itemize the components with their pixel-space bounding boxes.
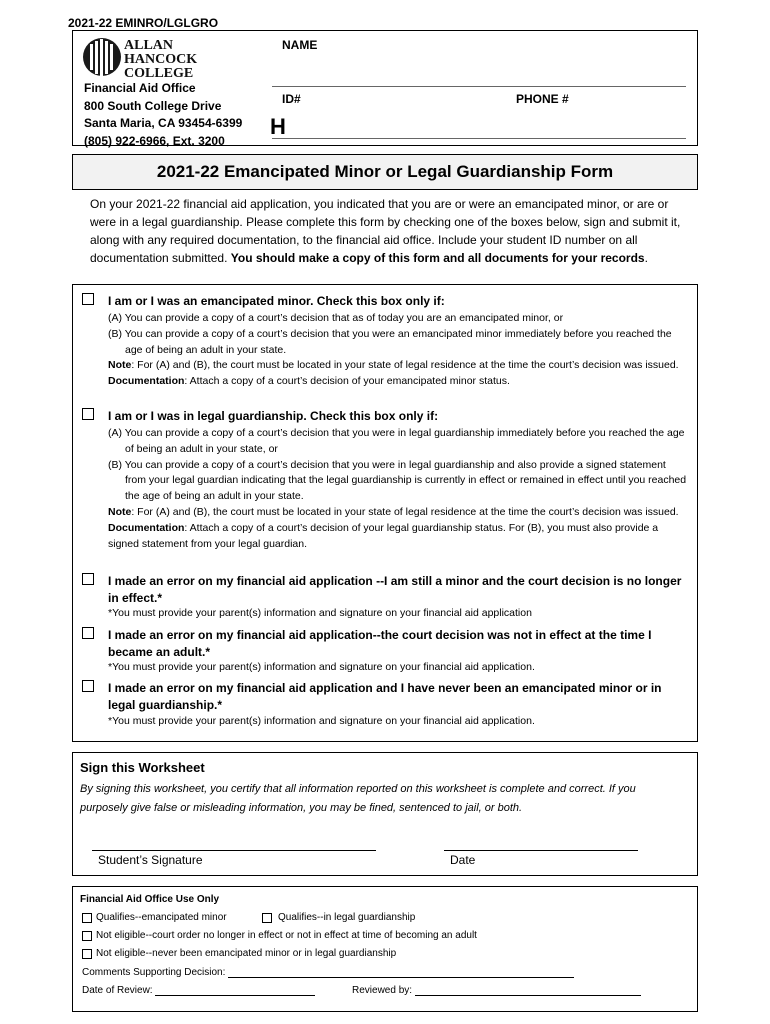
- comments-label: Comments Supporting Decision:: [82, 967, 226, 978]
- not-eligible-never-checkbox[interactable]: [82, 949, 92, 959]
- logo-line-1: ALLAN: [124, 38, 174, 53]
- id-prefix: H: [270, 114, 286, 139]
- office-address: [84, 80, 242, 150]
- qualifies-minor-checkbox[interactable]: [82, 913, 92, 923]
- address-line: Santa Maria, CA 93454-6399: [84, 116, 243, 130]
- documentation-text: : Attach a copy of a court’s decision of your emancipated minor status.: [184, 375, 510, 388]
- sign-title: Sign this Worksheet: [80, 760, 205, 775]
- reviewed-by-label: Reviewed by:: [352, 985, 413, 996]
- sign-certification-text: By signing this worksheet, you certify that all information reported on this worksheet is complete and correct. If you purposely give false or misleading information, you may be fined, sentenced to jail, or both.: [80, 783, 636, 814]
- legal-guardianship-checkbox[interactable]: [82, 408, 94, 420]
- guardian-condition-b: (B) You can provide a copy of a court’s decision that you were in legal guardianship and also provide a signed statement from your legal guardian indicating that the legal guardianship is currently in effect or remained in effect until you reached the age of being an adult in your state.: [108, 458, 687, 503]
- guardian-note: [108, 505, 688, 521]
- error-not-in-effect-note: *You must provide your parent(s) information and signature on your financial aid application.: [108, 661, 535, 673]
- documentation-label: Documentation: [108, 521, 185, 534]
- date-label: Date: [450, 853, 476, 867]
- signature-date-field[interactable]: [444, 850, 638, 851]
- college-logo-emblem: [83, 38, 121, 76]
- guardian-documentation: [108, 521, 688, 553]
- error-never-note: *You must provide your parent(s) information and signature on your financial aid application.: [108, 715, 535, 727]
- minor-condition-b: (B) You can provide a copy of a court’s decision that you were an emancipated minor immediately before you reached the age of being an adult in your state.: [108, 327, 672, 356]
- minor-note: [108, 358, 688, 374]
- student-signature-field[interactable]: [92, 850, 376, 851]
- minor-condition-a: (A) You can provide a copy of a court’s decision that as of today you are an emancipated minor, or: [108, 312, 564, 324]
- reviewed-by-row: [352, 984, 641, 996]
- reviewed-by-field[interactable]: [415, 984, 641, 996]
- intro-end: .: [644, 251, 648, 265]
- guardian-condition-a: (A) You can provide a copy of a court’s decision that you were in legal guardianship immediately before you reached the age of being an adult in your state, or: [108, 427, 685, 455]
- comments-row: [82, 966, 574, 978]
- minor-documentation: [108, 374, 688, 390]
- date-of-review-label: Date of Review:: [82, 985, 153, 996]
- error-still-minor-heading: I made an error on my financial aid application --I am still a minor and the court decision is no longer in effect.*: [108, 574, 682, 605]
- date-of-review-row: [82, 984, 315, 996]
- emancipated-minor-heading: I am or I was an emancipated minor. Check this box only if:: [108, 294, 445, 308]
- phone-label: PHONE #: [516, 92, 569, 106]
- intro-paragraph: [90, 195, 686, 267]
- error-still-minor-checkbox[interactable]: [82, 573, 94, 585]
- documentation-text: : Attach a copy of a court’s decision of your legal guardianship status. For (B), you must also provide a signed statement from your legal guardian.: [108, 521, 659, 550]
- note-text: : For (A) and (B), the court must be located in your state of legal residence at the time the court’s decision was issued.: [131, 359, 679, 372]
- office-use-title: Financial Aid Office Use Only: [80, 894, 220, 905]
- not-eligible-court-checkbox[interactable]: [82, 931, 92, 941]
- qualifies-guardian-checkbox[interactable]: [262, 913, 272, 923]
- qualifies-guardian-label: Qualifies--in legal guardianship: [278, 912, 416, 923]
- error-not-in-effect-checkbox[interactable]: [82, 627, 94, 639]
- logo-line-3: COLLEGE: [124, 66, 194, 78]
- name-field[interactable]: [272, 86, 686, 87]
- address-line: (805) 922-6966, Ext. 3200: [84, 133, 225, 148]
- error-never-heading: I made an error on my financial aid application and I have never been an emancipated minor or in legal guardianship.*: [108, 681, 662, 712]
- form-code: 2021-22 EMINRO/LGLGRO: [68, 16, 219, 30]
- not-eligible-court-label: Not eligible--court order no longer in effect or not in effect at time of becoming an adult: [96, 930, 477, 941]
- emancipated-minor-details: [108, 311, 688, 390]
- id-label: ID#: [282, 92, 301, 106]
- comments-field[interactable]: [228, 966, 574, 978]
- intro-text: On your 2021-22 financial aid application, you indicated that you are or were an emancipated minor, or are or were in a legal guardianship. Please complete this form by checking one of the boxes below, sign and submit it, along with any required documentation, to the financial aid office. Include your student ID number on all documentation submitted.: [90, 197, 681, 265]
- legal-guardianship-details: [108, 426, 688, 552]
- date-of-review-field[interactable]: [155, 984, 315, 996]
- legal-guardianship-heading: I am or I was in legal guardianship. Check this box only if:: [108, 409, 439, 423]
- address-line: Financial Aid Office: [84, 81, 196, 95]
- name-label: NAME: [282, 38, 318, 52]
- note-text: : For (A) and (B), the court must be located in your state of legal residence at the time the court’s decision was issued.: [131, 505, 679, 518]
- college-logo: [82, 36, 222, 78]
- student-signature-label: Student’s Signature: [98, 853, 203, 867]
- address-line: 800 South College Drive: [84, 98, 222, 113]
- id-phone-field[interactable]: [272, 138, 686, 139]
- form-title: 2021-22 Emancipated Minor or Legal Guardianship Form: [72, 154, 698, 190]
- error-still-minor-note: *You must provide your parent(s) information and signature on your financial aid application: [108, 607, 532, 619]
- intro-bold: You should make a copy of this form and all documents for your records: [230, 251, 645, 265]
- error-never-checkbox[interactable]: [82, 680, 94, 692]
- qualifies-minor-label: Qualifies--emancipated minor: [96, 912, 227, 923]
- logo-line-2: HANCOCK: [124, 52, 198, 67]
- note-label: Note: [108, 505, 132, 518]
- emancipated-minor-checkbox[interactable]: [82, 293, 94, 305]
- documentation-label: Documentation: [108, 375, 185, 388]
- not-eligible-never-label: Not eligible--never been emancipated minor or in legal guardianship: [96, 948, 397, 959]
- note-label: Note: [108, 359, 132, 372]
- error-not-in-effect-heading: I made an error on my financial aid application--the court decision was not in effect at the time I became an adult.*: [108, 628, 652, 659]
